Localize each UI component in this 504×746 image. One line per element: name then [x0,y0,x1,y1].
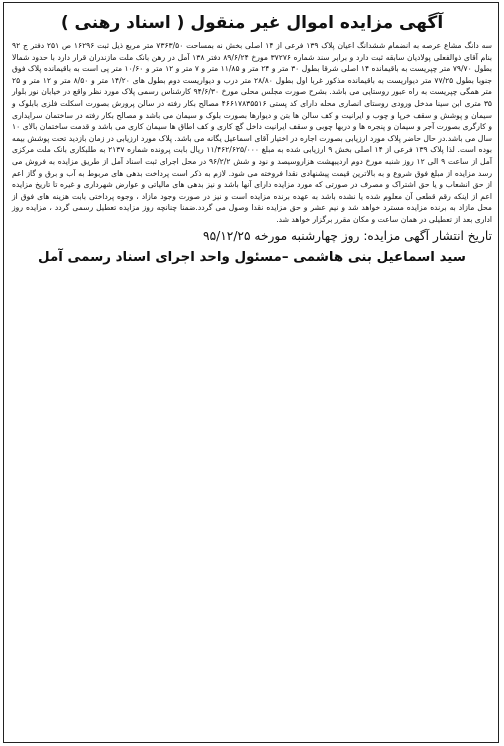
publication-date: تاریخ انتشار آگهی مزایده: روز چهارشنبه مورخه ۹۵/۱۲/۲۵ [203,228,492,243]
notice-body [6,40,498,226]
signature-line: سید اسماعیل بنی هاشمی –مسئول واحد اجرای اسناد رسمی آمل [38,249,466,265]
notice-body-text: سه دانگ مشاع عرصه به انضمام ششدانگ اعیان پلاک ۱۳۹ فرعی از ۱۴ اصلی بخش نه بمساحت ۷۳۶۳/۵۰ متر مربع ذیل ثبت ۱۶۲۹۶ ص ۲۵۱ دفتر ج ۹۲ بنام آقای ذوالفعلی پولادیان سابقه ثبت دارد و برابر سند شماره ۳۷۲۷۶ مورخ ۸۹/۶/۲۴ دفتر ۱۳۸ آمل در رهن بانک ملت مازندران قرار دارد با حدود شمالا بطول ۷۹/۷۰ متر چپریست به باقیمانده ۱۴ اصلی شرقا بطول ۳۰ متر و ۲۴ متر و ۱۱/۸۵ متر و ۷ متر و ۱۲ متر و ۱۰/۶۰ متر پی است به باقیمانده پلاک فوق جنوبا بطول ۷۷/۲۵ متر دیواریست به باقیمانده مذکور غربا اول بطول ۲۸/۸۰ متر درب و دیواریست دوم بطول های ۱۴/۲۰ متر و ۸/۵۰ متر و ۱۲ متر و ۲۵ متر همگی چپریست به راه عبور روستایی می باشد. بشرح صورت مجلس محلی مورخ ۹۴/۶/۳۰ کارشناس رسمی پلاک مورد نظر واقع در خیابان نور بلوار ۳۵ متری ابن سینا مدخل ورودی روستای انصاری محله دارای کد پستی ۴۶۶۱۷۸۳۵۵۱۶ مصالح بکار رفته در سالن پرورش بصورت اسکلت فلزی بابلوک و سیمان و پوشش و سقف خرپا و چوب و ایرانیت و کف سالن ها بتن و دیوارها بصورت بلوک و سیمان می باشد و مصالح بکار رفته در ساختمان سرایداری و کارگری بصورت آجر و سیمان و پنجره ها و دربها چوبی و سقف ایرانیت داخل گچ کاری و کف اطاق ها سیمان کاری می باشد و قدمت ساختمان بالای ۱۰ سال می باشد.در حال حاضر پلاک مورد ارزیابی بصورت اجاره در اختیار آقای اسماعیل یگانه می باشد. پلاک مورد ارزیابی در زمان بازدید تحت پوشش بیمه بوده است. لذا پلاک ۱۳۹ فرعی از ۱۴ اصلی بخش ۹ ارزیابی شده به مبلغ ۱۱/۴۶۲/۶۲۵/۰۰۰ ریال بابت پرونده شماره ۲۱۳۷ به طلبکاری بانک ملت مرکزی آمل از ساعت ۹ الی ۱۲ روز شنبه مورخ دوم اردیبهشت هزاروسیصد و نود و شش ۹۶/۲/۲ در محل اجرای ثبت اسناد آمل از طریق مزایده به فروش می رسد مزایده از مبلغ فوق شروع و به بالاترین قیمت پیشنهادی نقدا فروخته می شود. لازم به ذکر است پرداخت بدهی های مربوط به آب و برق و گاز اعم از حق انشعاب و یا حق اشتراک و مصرف در صورتی که مورد مزایده دارای آنها باشد و نیز بدهی های مالیاتی و عوارض شهرداری و غیره تا تاریخ مزایده اعم از اینکه رقم قطعی آن معلوم شده یا نشده باشد به عهده برنده مزایده است و نیز در صورت وجود مازاد ، وجوه پرداختی بابت هزینه های فوق از محل مازاد به برنده مزایده مسترد خواهد شد و نیم عشر و حق مزایده نقدا وصول می گردد.ضمنا چنانچه روز مزایده تعطیل رسمی گردد ، مزایده روز اداری بعد از تعطیلی در همان ساعت و مکان مقرر برگزار خواهد شد. [12,41,493,224]
notice-title: آگهی مزایده اموال غیر منقول ( اسناد رهنی ) [60,13,444,33]
